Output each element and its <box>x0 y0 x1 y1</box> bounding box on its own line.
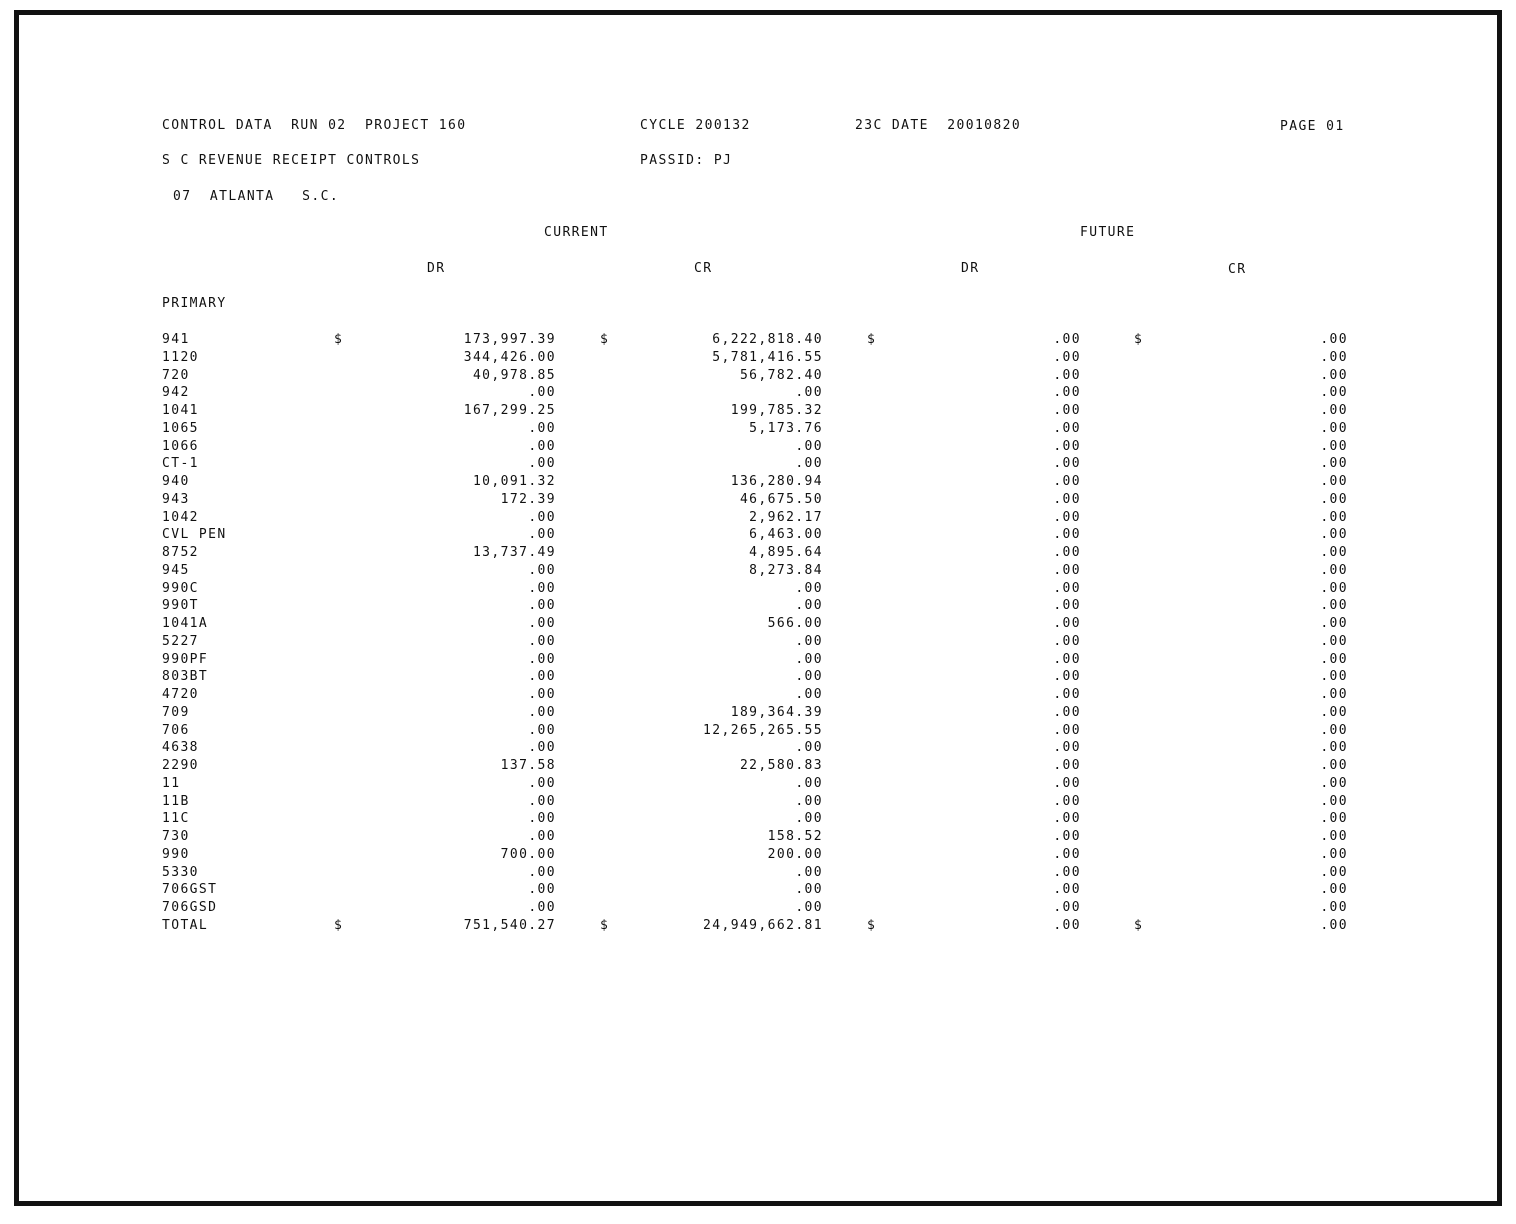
table-row <box>0 706 1516 724</box>
form-code: 11B <box>162 793 190 809</box>
table-row <box>0 866 1516 884</box>
table-row <box>0 812 1516 830</box>
report-title: CONTROL DATA RUN 02 PROJECT 160 <box>162 118 467 133</box>
current-cr-value: 8,273.84 <box>749 562 823 578</box>
dollar-sign: $ <box>600 332 610 347</box>
current-dr-value: 137.58 <box>500 758 556 773</box>
form-code: 803BT <box>162 669 209 685</box>
future-cr-value: .00 <box>1320 616 1348 631</box>
form-code: 720 <box>162 367 190 383</box>
future-cr-value: .00 <box>1320 704 1348 720</box>
section-label: PRIMARY <box>162 296 227 311</box>
form-code: 1041A <box>162 616 209 631</box>
current-cr-value: 22,580.83 <box>739 758 823 773</box>
future-cr-value: .00 <box>1320 562 1348 578</box>
form-code: 5330 <box>162 864 199 880</box>
table-row <box>0 670 1516 688</box>
current-dr-value: .00 <box>528 580 556 596</box>
current-heading: CURRENT <box>544 225 609 240</box>
form-code: 942 <box>162 385 190 401</box>
future-cr-value: .00 <box>1320 456 1348 472</box>
form-code: 706GSD <box>162 900 218 915</box>
current-cr-value: .00 <box>795 633 823 649</box>
current-cr-value: .00 <box>795 882 823 898</box>
current-dr-value: .00 <box>528 562 556 578</box>
current-cr-value: .00 <box>795 669 823 685</box>
form-code: 730 <box>162 829 190 844</box>
future-cr-value: .00 <box>1320 829 1348 844</box>
future-dr-value: .00 <box>1053 864 1081 880</box>
table-row <box>0 369 1516 387</box>
future-dr-heading: DR <box>961 261 980 276</box>
future-dr-value: .00 <box>1053 527 1081 543</box>
future-dr-value: .00 <box>1053 474 1081 489</box>
table-row <box>0 688 1516 706</box>
current-dr-value: 167,299.25 <box>463 403 556 418</box>
current-cr-value: 5,781,416.55 <box>712 349 823 365</box>
future-cr-value: .00 <box>1320 740 1348 756</box>
current-dr-value: .00 <box>528 687 556 702</box>
future-cr-value: .00 <box>1320 509 1348 525</box>
form-code: 2290 <box>162 758 199 773</box>
future-cr-value: .00 <box>1320 438 1348 454</box>
dollar-sign: $ <box>334 917 344 933</box>
future-cr-value: .00 <box>1320 527 1348 543</box>
form-code: 990PF <box>162 651 209 667</box>
current-cr-value: 199,785.32 <box>730 403 823 418</box>
current-dr-value: .00 <box>528 900 556 915</box>
form-code: 11 <box>162 775 181 791</box>
future-cr-value: .00 <box>1320 687 1348 702</box>
current-dr-value: .00 <box>528 864 556 880</box>
current-dr-value: .00 <box>528 704 556 720</box>
current-dr-value: .00 <box>528 509 556 525</box>
dollar-sign: $ <box>867 917 877 933</box>
future-cr-value: .00 <box>1320 385 1348 401</box>
dollar-sign: $ <box>1134 917 1144 933</box>
future-cr-value: .00 <box>1320 349 1348 365</box>
future-dr-value: .00 <box>1053 793 1081 809</box>
current-cr-value: .00 <box>795 456 823 472</box>
current-cr-value: 4,895.64 <box>749 545 823 560</box>
form-code: 990T <box>162 598 199 614</box>
form-code: 8752 <box>162 545 199 560</box>
table-row <box>0 724 1516 742</box>
table-row <box>0 386 1516 404</box>
future-dr-value: .00 <box>1053 598 1081 614</box>
current-dr-value: .00 <box>528 882 556 898</box>
current-dr-value: .00 <box>528 420 556 436</box>
form-code: 1120 <box>162 349 199 365</box>
table-row <box>0 457 1516 475</box>
report-subtitle: S C REVENUE RECEIPT CONTROLS <box>162 153 421 168</box>
future-dr-value: .00 <box>1053 758 1081 773</box>
current-dr-value: .00 <box>528 598 556 614</box>
future-cr-value: .00 <box>1320 722 1348 738</box>
current-dr-value: 700.00 <box>500 846 556 862</box>
current-cr-value: .00 <box>795 687 823 702</box>
table-row <box>0 635 1516 653</box>
form-code: 5227 <box>162 633 199 649</box>
table-row <box>0 795 1516 813</box>
dollar-sign: $ <box>867 332 877 347</box>
current-cr-value: 158.52 <box>767 829 823 844</box>
future-dr-value: .00 <box>1053 846 1081 862</box>
table-row <box>0 404 1516 422</box>
future-cr-value: .00 <box>1320 864 1348 880</box>
current-dr-value: .00 <box>528 775 556 791</box>
table-row <box>0 617 1516 635</box>
form-code: 941 <box>162 332 190 347</box>
form-code: CVL PEN <box>162 527 227 543</box>
pass-id: PASSID: PJ <box>640 153 733 168</box>
future-dr-value: .00 <box>1053 882 1081 898</box>
form-code: 990C <box>162 580 199 596</box>
current-dr-value: .00 <box>528 616 556 631</box>
future-dr-value: .00 <box>1053 580 1081 596</box>
current-cr-value: .00 <box>795 438 823 454</box>
future-cr-value: .00 <box>1320 633 1348 649</box>
current-cr-value: .00 <box>795 385 823 401</box>
dollar-sign: $ <box>334 332 344 347</box>
future-cr-value: .00 <box>1320 811 1348 827</box>
future-dr-value: .00 <box>1053 900 1081 915</box>
current-cr-value: .00 <box>795 598 823 614</box>
future-cr-value: .00 <box>1320 491 1348 507</box>
current-dr-value: .00 <box>528 527 556 543</box>
future-cr-value: .00 <box>1320 474 1348 489</box>
current-cr-value: 12,265,265.55 <box>703 722 823 738</box>
current-dr-value: .00 <box>528 669 556 685</box>
future-cr-value: .00 <box>1320 332 1348 347</box>
table-row <box>0 546 1516 564</box>
table-row <box>0 830 1516 848</box>
table-row <box>0 883 1516 901</box>
future-cr-value: .00 <box>1320 545 1348 560</box>
current-dr-value: 40,978.85 <box>472 367 556 383</box>
current-dr-value: 344,426.00 <box>463 349 556 365</box>
current-dr-value: .00 <box>528 633 556 649</box>
future-dr-value: .00 <box>1053 403 1081 418</box>
current-cr-value: 6,463.00 <box>749 527 823 543</box>
future-cr-heading: CR <box>1228 262 1247 277</box>
future-cr-value: .00 <box>1320 758 1348 773</box>
current-cr-heading: CR <box>694 261 713 276</box>
current-dr-value: 173,997.39 <box>463 332 556 347</box>
table-row <box>0 422 1516 440</box>
future-dr-value: .00 <box>1053 332 1081 347</box>
dollar-sign: $ <box>600 917 610 933</box>
current-cr-value: 2,962.17 <box>749 509 823 525</box>
future-dr-value: .00 <box>1053 616 1081 631</box>
form-code: 11C <box>162 811 190 827</box>
table-row <box>0 528 1516 546</box>
future-cr-value: .00 <box>1320 651 1348 667</box>
future-cr-value: .00 <box>1320 403 1348 418</box>
table-row <box>0 653 1516 671</box>
form-code: 709 <box>162 704 190 720</box>
future-cr-value: .00 <box>1320 669 1348 685</box>
current-dr-value: .00 <box>528 385 556 401</box>
future-dr-value: .00 <box>1053 651 1081 667</box>
form-code: 945 <box>162 562 190 578</box>
form-code: CT-1 <box>162 456 199 472</box>
form-code: 940 <box>162 474 190 489</box>
table-row <box>0 582 1516 600</box>
current-dr-value: .00 <box>528 811 556 827</box>
current-cr-value: .00 <box>795 775 823 791</box>
current-cr-value: .00 <box>795 651 823 667</box>
future-dr-value: .00 <box>1053 775 1081 791</box>
current-dr-value: 751,540.27 <box>463 917 556 933</box>
table-row <box>0 493 1516 511</box>
current-cr-value: .00 <box>795 580 823 596</box>
future-dr-value: .00 <box>1053 420 1081 436</box>
total-row <box>0 919 1516 937</box>
location-label: 07 ATLANTA S.C. <box>173 189 340 204</box>
form-code: 1065 <box>162 420 199 436</box>
form-code: 990 <box>162 846 190 862</box>
current-cr-value: 189,364.39 <box>730 704 823 720</box>
future-dr-value: .00 <box>1053 669 1081 685</box>
current-dr-value: .00 <box>528 456 556 472</box>
current-cr-value: .00 <box>795 811 823 827</box>
table-row <box>0 333 1516 351</box>
current-dr-value: .00 <box>528 740 556 756</box>
form-code: 943 <box>162 491 190 507</box>
future-dr-value: .00 <box>1053 349 1081 365</box>
page-number: PAGE 01 <box>1280 119 1345 134</box>
future-dr-value: .00 <box>1053 562 1081 578</box>
future-cr-value: .00 <box>1320 775 1348 791</box>
form-code: 1041 <box>162 403 199 418</box>
future-dr-value: .00 <box>1053 545 1081 560</box>
future-dr-value: .00 <box>1053 367 1081 383</box>
form-code: 4720 <box>162 687 199 702</box>
current-dr-value: .00 <box>528 829 556 844</box>
future-cr-value: .00 <box>1320 580 1348 596</box>
current-dr-value: .00 <box>528 722 556 738</box>
future-cr-value: .00 <box>1320 793 1348 809</box>
future-dr-value: .00 <box>1053 509 1081 525</box>
table-row <box>0 848 1516 866</box>
current-cr-value: 6,222,818.40 <box>712 332 823 347</box>
future-dr-value: .00 <box>1053 704 1081 720</box>
future-dr-value: .00 <box>1053 917 1081 933</box>
future-cr-value: .00 <box>1320 917 1348 933</box>
current-dr-value: 172.39 <box>500 491 556 507</box>
table-row <box>0 901 1516 919</box>
future-cr-value: .00 <box>1320 882 1348 898</box>
cycle-label: CYCLE 200132 <box>640 118 751 133</box>
form-code: TOTAL <box>162 917 209 933</box>
current-cr-value: .00 <box>795 793 823 809</box>
future-dr-value: .00 <box>1053 740 1081 756</box>
table-row <box>0 440 1516 458</box>
current-cr-value: 200.00 <box>767 846 823 862</box>
current-cr-value: .00 <box>795 864 823 880</box>
current-cr-value: 566.00 <box>767 616 823 631</box>
current-cr-value: 24,949,662.81 <box>703 917 823 933</box>
table-row <box>0 759 1516 777</box>
form-code: 706 <box>162 722 190 738</box>
future-dr-value: .00 <box>1053 829 1081 844</box>
form-code: 1066 <box>162 438 199 454</box>
table-row <box>0 599 1516 617</box>
table-row <box>0 564 1516 582</box>
future-cr-value: .00 <box>1320 367 1348 383</box>
current-dr-value: .00 <box>528 793 556 809</box>
current-cr-value: 56,782.40 <box>739 367 823 383</box>
future-dr-value: .00 <box>1053 438 1081 454</box>
current-dr-value: .00 <box>528 438 556 454</box>
table-row <box>0 777 1516 795</box>
future-dr-value: .00 <box>1053 811 1081 827</box>
table-row <box>0 741 1516 759</box>
table-row <box>0 511 1516 529</box>
form-code: 1042 <box>162 509 199 525</box>
future-dr-value: .00 <box>1053 722 1081 738</box>
future-dr-value: .00 <box>1053 456 1081 472</box>
dollar-sign: $ <box>1134 332 1144 347</box>
future-dr-value: .00 <box>1053 491 1081 507</box>
table-row <box>0 351 1516 369</box>
current-dr-value: .00 <box>528 651 556 667</box>
current-cr-value: 46,675.50 <box>739 491 823 507</box>
form-code: 706GST <box>162 882 218 898</box>
future-dr-value: .00 <box>1053 385 1081 401</box>
future-dr-value: .00 <box>1053 633 1081 649</box>
current-dr-value: 10,091.32 <box>472 474 556 489</box>
current-cr-value: 5,173.76 <box>749 420 823 436</box>
future-cr-value: .00 <box>1320 420 1348 436</box>
future-cr-value: .00 <box>1320 846 1348 862</box>
run-date: 23C DATE 20010820 <box>855 118 1022 133</box>
current-dr-value: 13,737.49 <box>472 545 556 560</box>
current-dr-heading: DR <box>427 261 446 276</box>
future-heading: FUTURE <box>1080 225 1136 240</box>
table-row <box>0 475 1516 493</box>
future-dr-value: .00 <box>1053 687 1081 702</box>
future-cr-value: .00 <box>1320 598 1348 614</box>
current-cr-value: .00 <box>795 740 823 756</box>
future-cr-value: .00 <box>1320 900 1348 915</box>
form-code: 4638 <box>162 740 199 756</box>
current-cr-value: .00 <box>795 900 823 915</box>
current-cr-value: 136,280.94 <box>730 474 823 489</box>
